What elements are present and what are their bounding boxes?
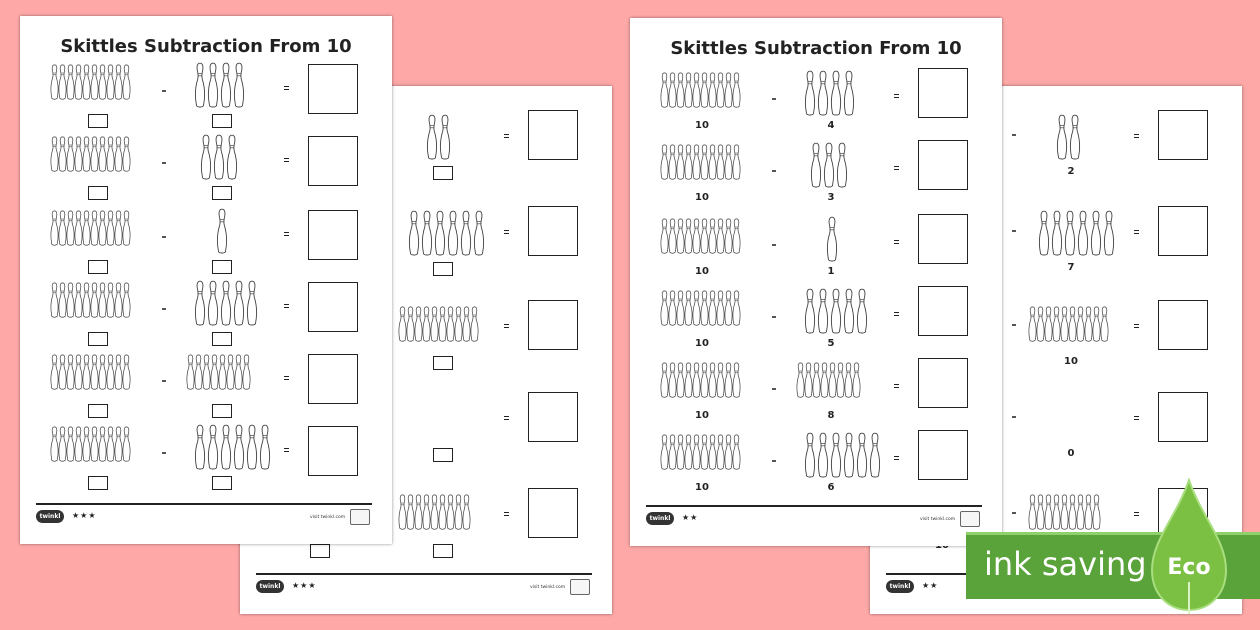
visit-link-text: visit twinkl.com <box>920 517 956 522</box>
skittles-subtract <box>1028 304 1109 344</box>
minus-sign <box>772 316 776 318</box>
answer-box[interactable] <box>308 210 358 260</box>
skittle-icon <box>1103 210 1115 256</box>
skittles-ten <box>50 352 131 392</box>
answer-number-ten: 10 <box>695 266 709 277</box>
skittles-subtract <box>804 288 868 334</box>
count-box-right[interactable] <box>212 260 232 274</box>
footer-divider <box>256 573 592 575</box>
skittles-subtract <box>408 210 485 256</box>
skittle-icon <box>460 210 472 256</box>
skittles-subtract <box>1028 492 1101 532</box>
skittle-icon <box>1056 114 1068 160</box>
skittles-subtract <box>398 492 471 532</box>
skittle-icon <box>242 352 251 392</box>
answer-box[interactable] <box>308 282 358 332</box>
count-box-right[interactable] <box>433 448 453 462</box>
footer-divider <box>36 503 372 505</box>
minus-sign <box>162 308 166 310</box>
skittles-subtract <box>426 114 451 160</box>
skittles-ten <box>50 280 131 320</box>
minus-sign <box>1012 512 1016 514</box>
answer-number-subtract: 6 <box>827 482 835 493</box>
answer-box[interactable] <box>308 354 358 404</box>
skittle-icon <box>207 62 219 108</box>
skittles-ten <box>660 288 741 328</box>
equals-sign <box>894 456 899 460</box>
skittle-icon <box>826 216 838 262</box>
answer-box[interactable] <box>528 392 578 442</box>
skittle-icon <box>830 288 842 334</box>
footer-divider <box>646 505 982 507</box>
skittle-icon <box>233 424 245 470</box>
skittle-icon <box>421 210 433 256</box>
twinkl-logo: twinkl <box>886 580 914 593</box>
answer-box[interactable] <box>528 488 578 538</box>
count-box-right[interactable] <box>212 114 232 128</box>
worksheet-front-right <box>630 18 1002 546</box>
answer-number: 2 <box>1067 166 1075 177</box>
equals-sign <box>504 324 509 328</box>
skittle-icon <box>220 424 232 470</box>
minus-sign <box>1012 230 1016 232</box>
skittle-icon <box>408 210 420 256</box>
count-box-left[interactable] <box>88 332 108 346</box>
answer-number-ten: 10 <box>695 410 709 421</box>
difficulty-stars: ★★★ <box>292 581 317 590</box>
minus-sign <box>772 388 776 390</box>
skittle-icon <box>122 134 131 174</box>
count-box-left[interactable] <box>88 404 108 418</box>
skittle-icon <box>426 114 438 160</box>
answer-box <box>918 286 968 336</box>
minus-sign <box>772 244 776 246</box>
equals-sign <box>284 86 289 90</box>
skittle-icon <box>856 432 868 478</box>
skittle-icon <box>804 432 816 478</box>
skittles-ten <box>50 208 131 248</box>
count-box-left[interactable] <box>310 544 330 558</box>
answer-box[interactable] <box>308 426 358 476</box>
answer-box[interactable] <box>308 136 358 186</box>
minus-sign <box>162 162 166 164</box>
minus-sign <box>1012 134 1016 136</box>
equals-sign <box>1134 324 1139 328</box>
skittle-icon <box>1064 210 1076 256</box>
skittle-icon <box>830 432 842 478</box>
minus-sign <box>772 98 776 100</box>
worksheet-title: Skittles Subtraction From 10 <box>60 36 352 57</box>
twinkl-logo: twinkl <box>36 510 64 523</box>
skittle-icon <box>843 288 855 334</box>
skittles-ten <box>660 360 741 400</box>
skittle-icon <box>856 288 868 334</box>
skittle-icon <box>830 70 842 116</box>
skittle-icon <box>122 208 131 248</box>
equals-sign <box>894 94 899 98</box>
skittle-icon <box>810 142 822 188</box>
minus-sign <box>162 90 166 92</box>
skittles-subtract <box>194 424 271 470</box>
skittle-icon <box>732 70 741 110</box>
skittle-icon <box>843 70 855 116</box>
count-box-right[interactable] <box>212 186 232 200</box>
skittle-icon <box>473 210 485 256</box>
skittle-icon <box>732 142 741 182</box>
skittles-ten <box>50 134 131 174</box>
equals-sign <box>1134 512 1139 516</box>
skittles-ten <box>660 216 741 256</box>
answer-box <box>918 214 968 264</box>
skittle-icon <box>194 424 206 470</box>
skittle-icon <box>843 432 855 478</box>
answer-box <box>1158 392 1208 442</box>
skittle-icon <box>213 134 225 180</box>
count-box-right[interactable] <box>433 262 453 276</box>
minus-sign <box>772 460 776 462</box>
skittle-icon <box>220 280 232 326</box>
equals-sign <box>894 384 899 388</box>
skittle-icon <box>852 360 861 400</box>
skittle-icon <box>817 288 829 334</box>
skittle-icon <box>1090 210 1102 256</box>
worksheet-title-answers: Skittles Subtraction From 10 <box>670 38 962 59</box>
equals-sign <box>1134 134 1139 138</box>
skittles-subtract <box>804 70 855 116</box>
count-box-right[interactable] <box>433 544 453 558</box>
skittles-subtract <box>186 352 251 392</box>
minus-sign <box>1012 324 1016 326</box>
equals-sign <box>284 158 289 162</box>
skittle-icon <box>804 288 816 334</box>
answer-number-subtract: 1 <box>827 266 835 277</box>
answer-number-ten: 10 <box>695 338 709 349</box>
skittles-subtract <box>194 280 258 326</box>
skittles-ten <box>50 424 131 464</box>
quality-badge-icon <box>570 579 590 595</box>
equals-sign <box>504 416 509 420</box>
skittles-subtract <box>1056 114 1081 160</box>
answer-number-subtract: 5 <box>827 338 835 349</box>
twinkl-logo: twinkl <box>646 512 674 525</box>
skittle-icon <box>823 142 835 188</box>
worksheet-front-left <box>20 16 392 544</box>
quality-badge-icon <box>350 509 370 525</box>
equals-sign <box>1134 416 1139 420</box>
answer-box <box>1158 110 1208 160</box>
skittles-subtract <box>796 360 861 400</box>
skittle-icon <box>869 432 881 478</box>
answer-box[interactable] <box>308 64 358 114</box>
twinkl-logo: twinkl <box>256 580 284 593</box>
equals-sign <box>284 232 289 236</box>
skittles-subtract <box>826 216 838 262</box>
skittle-icon <box>434 210 446 256</box>
equals-sign <box>894 166 899 170</box>
skittles-subtract <box>1038 210 1115 256</box>
minus-sign <box>162 380 166 382</box>
answer-number-ten: 10 <box>695 482 709 493</box>
answer-box <box>918 140 968 190</box>
skittles-ten <box>50 62 131 102</box>
answer-number-subtract: 8 <box>827 410 835 421</box>
count-box-right[interactable] <box>212 404 232 418</box>
skittle-icon <box>1038 210 1050 256</box>
equals-sign <box>504 230 509 234</box>
count-box-left[interactable] <box>88 114 108 128</box>
skittle-icon <box>462 492 471 532</box>
difficulty-stars: ★★★ <box>72 511 97 520</box>
skittle-icon <box>817 70 829 116</box>
count-box-right[interactable] <box>433 166 453 180</box>
skittle-icon <box>207 424 219 470</box>
skittles-subtract <box>216 208 228 254</box>
skittle-icon <box>817 432 829 478</box>
answer-box[interactable] <box>528 206 578 256</box>
skittle-icon <box>470 304 479 344</box>
answer-box <box>918 68 968 118</box>
skittle-icon <box>732 216 741 256</box>
eco-drop-icon <box>1150 478 1228 614</box>
skittle-icon <box>122 62 131 102</box>
skittle-icon <box>439 114 451 160</box>
answer-number-ten: 10 <box>695 120 709 131</box>
skittle-icon <box>1077 210 1089 256</box>
skittle-icon <box>1069 114 1081 160</box>
visit-link-text: visit twinkl.com <box>530 585 566 590</box>
count-box-right[interactable] <box>433 356 453 370</box>
skittle-icon <box>200 134 212 180</box>
skittle-icon <box>836 142 848 188</box>
skittles-subtract <box>200 134 238 180</box>
skittles-ten <box>660 70 741 110</box>
answer-box <box>918 358 968 408</box>
ink-saving-label: ink saving <box>984 545 1147 583</box>
minus-sign <box>1012 416 1016 418</box>
answer-box <box>918 430 968 480</box>
skittle-icon <box>122 280 131 320</box>
skittles-ten <box>660 142 741 182</box>
skittles-subtract <box>194 62 245 108</box>
count-box-left[interactable] <box>88 260 108 274</box>
skittle-icon <box>447 210 459 256</box>
skittle-icon <box>207 280 219 326</box>
answer-box <box>1158 300 1208 350</box>
answer-number: 0 <box>1067 448 1075 459</box>
skittle-icon <box>246 424 258 470</box>
minus-sign <box>772 170 776 172</box>
minus-sign <box>162 236 166 238</box>
equals-sign <box>284 376 289 380</box>
skittle-icon <box>732 360 741 400</box>
equals-sign <box>284 448 289 452</box>
skittle-icon <box>216 208 228 254</box>
answer-number-subtract: 3 <box>827 192 835 203</box>
equals-sign <box>504 512 509 516</box>
skittles-subtract <box>398 304 479 344</box>
count-box-left[interactable] <box>88 476 108 490</box>
skittle-icon <box>233 280 245 326</box>
count-box-left[interactable] <box>88 186 108 200</box>
skittle-icon <box>122 352 131 392</box>
skittle-icon <box>122 424 131 464</box>
answer-number: 7 <box>1067 262 1075 273</box>
answer-number: 10 <box>1064 356 1078 367</box>
equals-sign <box>504 134 509 138</box>
skittles-ten <box>660 432 741 472</box>
skittle-icon <box>732 432 741 472</box>
skittle-icon <box>194 280 206 326</box>
skittles-subtract <box>810 142 848 188</box>
skittle-icon <box>259 424 271 470</box>
quality-badge-icon <box>960 511 980 527</box>
equals-sign <box>894 312 899 316</box>
answer-box[interactable] <box>528 300 578 350</box>
skittle-icon <box>246 280 258 326</box>
difficulty-stars: ★★ <box>682 513 699 522</box>
skittle-icon <box>1100 304 1109 344</box>
answer-box <box>1158 206 1208 256</box>
skittle-icon <box>732 288 741 328</box>
count-box-right[interactable] <box>212 476 232 490</box>
skittle-icon <box>233 62 245 108</box>
skittle-icon <box>194 62 206 108</box>
equals-sign <box>1134 230 1139 234</box>
skittle-icon <box>804 70 816 116</box>
visit-link-text: visit twinkl.com <box>310 515 346 520</box>
skittle-icon <box>1051 210 1063 256</box>
count-box-right[interactable] <box>212 332 232 346</box>
answer-box[interactable] <box>528 110 578 160</box>
equals-sign <box>284 304 289 308</box>
difficulty-stars: ★★ <box>922 581 939 590</box>
minus-sign <box>162 452 166 454</box>
equals-sign <box>894 240 899 244</box>
skittle-icon <box>1092 492 1101 532</box>
eco-drop-label: Eco <box>1167 555 1211 580</box>
skittles-subtract <box>804 432 881 478</box>
skittle-icon <box>226 134 238 180</box>
answer-number-ten: 10 <box>695 192 709 203</box>
answer-number-subtract: 4 <box>827 120 835 131</box>
skittle-icon <box>220 62 232 108</box>
